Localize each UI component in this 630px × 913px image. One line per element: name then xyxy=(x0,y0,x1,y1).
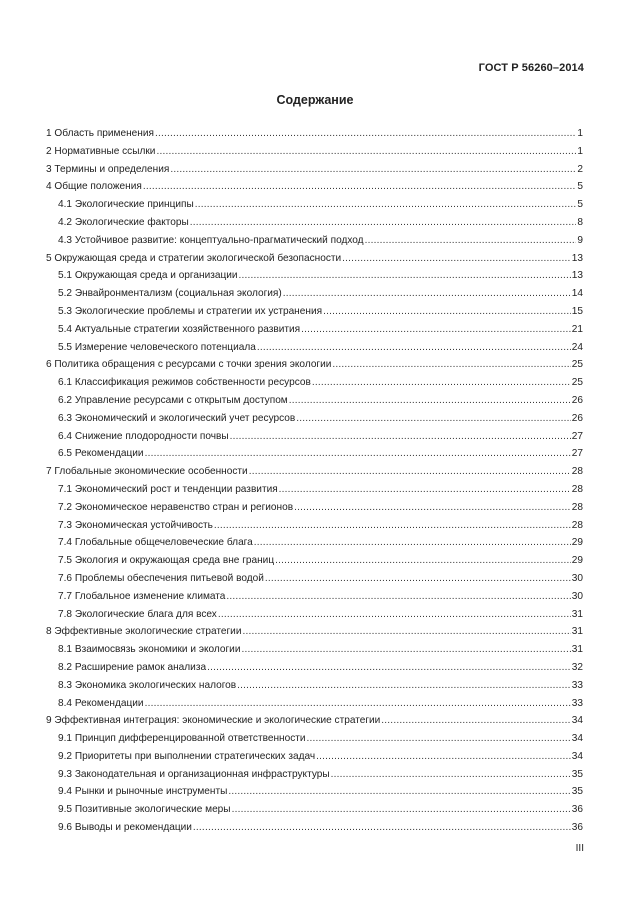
toc-entry-page: 34 xyxy=(571,715,583,727)
toc-dot-leader xyxy=(190,214,577,232)
toc-subsection-entry[interactable] xyxy=(46,232,583,250)
toc-subsection-entry[interactable] xyxy=(46,748,583,766)
toc-section-entry[interactable] xyxy=(46,623,583,641)
toc-dot-leader xyxy=(301,321,571,339)
toc-dot-leader xyxy=(207,659,571,677)
toc-entry-page: 24 xyxy=(571,341,583,353)
toc-dot-leader xyxy=(289,392,571,410)
toc-entry-page: 25 xyxy=(571,359,583,371)
toc-dot-leader xyxy=(265,570,571,588)
toc-entry-label: 6.1 Классификация режимов собственности ресурсов xyxy=(58,377,311,389)
toc-dot-leader xyxy=(193,819,571,837)
toc-entry-page: 27 xyxy=(571,448,583,460)
toc-entry-label: 6.3 Экономический и экологический учет ресурсов xyxy=(58,412,296,424)
toc-dot-leader xyxy=(323,303,571,321)
toc-entry-label: 9.5 Позитивные экологические меры xyxy=(58,804,231,816)
toc-dot-leader xyxy=(241,641,570,659)
toc-entry-page: 29 xyxy=(571,555,583,567)
toc-entry-label: 5.3 Экологические проблемы и стратегии их устранения xyxy=(58,305,323,317)
toc-dot-leader xyxy=(342,250,571,268)
toc-dot-leader xyxy=(331,766,571,784)
page-title: Содержание xyxy=(276,93,354,107)
toc-entry-page: 26 xyxy=(571,394,583,406)
toc-entry-page: 5 xyxy=(577,181,583,193)
toc-entry-page: 34 xyxy=(571,750,583,762)
toc-entry-page: 31 xyxy=(571,644,583,656)
toc-dot-leader xyxy=(145,695,571,713)
toc-entry-label: 6.5 Рекомендации xyxy=(58,448,144,460)
toc-entry-page: 26 xyxy=(571,412,583,424)
toc-dot-leader xyxy=(143,178,577,196)
toc-dot-leader xyxy=(232,801,571,819)
toc-subsection-entry[interactable] xyxy=(46,677,583,695)
toc-section-entry[interactable] xyxy=(46,463,583,481)
toc-section-entry[interactable] xyxy=(46,161,583,179)
table-of-contents xyxy=(46,125,583,837)
toc-dot-leader xyxy=(239,267,571,285)
toc-subsection-entry[interactable] xyxy=(46,730,583,748)
toc-entry-page: 28 xyxy=(571,483,583,495)
toc-subsection-entry[interactable] xyxy=(46,534,583,552)
toc-entry-page: 14 xyxy=(571,288,583,300)
toc-entry-page: 30 xyxy=(571,590,583,602)
toc-subsection-entry[interactable] xyxy=(46,267,583,285)
toc-subsection-entry[interactable] xyxy=(46,445,583,463)
toc-entry-page: 33 xyxy=(571,697,583,709)
standard-code: ГОСТ Р 56260–2014 xyxy=(478,62,584,74)
toc-dot-leader xyxy=(275,552,571,570)
toc-subsection-entry[interactable] xyxy=(46,606,583,624)
page-number: III xyxy=(575,843,584,854)
toc-entry-label: 6.2 Управление ресурсами с открытым доступом xyxy=(58,394,288,406)
toc-entry-page: 31 xyxy=(571,608,583,620)
toc-entry-page: 1 xyxy=(577,128,583,139)
toc-entry-page: 28 xyxy=(571,519,583,531)
toc-dot-leader xyxy=(316,748,571,766)
toc-section-entry[interactable] xyxy=(46,712,583,730)
toc-entry-label: 3 Термины и определения xyxy=(46,163,170,175)
toc-subsection-entry[interactable] xyxy=(46,499,583,517)
toc-entry-page: 27 xyxy=(571,430,583,442)
toc-entry-page: 5 xyxy=(577,199,583,211)
toc-dot-leader xyxy=(170,161,576,179)
toc-dot-leader xyxy=(254,534,571,552)
toc-dot-leader xyxy=(296,410,571,428)
toc-subsection-entry[interactable] xyxy=(46,392,583,410)
toc-subsection-entry[interactable] xyxy=(46,410,583,428)
toc-entry-label: 7.3 Экономическая устойчивость xyxy=(58,519,213,531)
toc-entry-label: 4.1 Экологические принципы xyxy=(58,199,194,211)
toc-entry-label: 9.4 Рынки и рыночные инструменты xyxy=(58,786,228,798)
toc-subsection-entry[interactable] xyxy=(46,339,583,357)
toc-entry-label: 7.7 Глобальное изменение климата xyxy=(58,590,226,602)
toc-entry-page: 30 xyxy=(571,572,583,584)
toc-subsection-entry[interactable] xyxy=(46,303,583,321)
toc-entry-page: 21 xyxy=(571,323,583,335)
toc-entry-label: 9.2 Приоритеты при выполнении стратегических задач xyxy=(58,750,316,762)
toc-dot-leader xyxy=(228,783,570,801)
toc-subsection-entry[interactable] xyxy=(46,285,583,303)
toc-dot-leader xyxy=(312,374,571,392)
toc-section-entry[interactable] xyxy=(46,250,583,268)
toc-entry-label: 5.5 Измерение человеческого потенциала xyxy=(58,341,256,353)
toc-entry-page: 13 xyxy=(571,270,583,282)
toc-dot-leader xyxy=(145,445,571,463)
toc-entry-page: 36 xyxy=(571,822,583,834)
toc-entry-label: 7.1 Экономический рост и тенденции развития xyxy=(58,483,278,495)
toc-entry-label: 4 Общие положения xyxy=(46,181,142,193)
toc-subsection-entry[interactable] xyxy=(46,517,583,535)
toc-entry-label: 8.2 Расширение рамок анализа xyxy=(58,661,207,673)
toc-section-entry[interactable] xyxy=(46,178,583,196)
toc-dot-leader xyxy=(195,196,577,214)
toc-entry-label: 5.2 Энвайронментализм (социальная экология) xyxy=(58,288,282,300)
toc-entry-page: 32 xyxy=(571,661,583,673)
toc-entry-label: 6 Политика обращения с ресурсами с точки зрения экологии xyxy=(46,359,332,371)
toc-entry-page: 29 xyxy=(571,537,583,549)
toc-entry-label: 9 Эффективная интеграция: экономические и экологические стратегии xyxy=(46,715,381,727)
toc-entry-page: 28 xyxy=(571,466,583,478)
toc-entry-label: 7.2 Экономическое неравенство стран и регионов xyxy=(58,501,294,513)
toc-entry-page: 15 xyxy=(571,305,583,317)
toc-dot-leader xyxy=(381,712,570,730)
toc-dot-leader xyxy=(279,481,571,499)
toc-subsection-entry[interactable] xyxy=(46,321,583,339)
toc-entry-label: 1 Область применения xyxy=(46,128,154,139)
toc-entry-label: 9.6 Выводы и рекомендации xyxy=(58,822,192,834)
toc-subsection-entry[interactable] xyxy=(46,588,583,606)
toc-entry-page: 13 xyxy=(571,252,583,264)
toc-dot-leader xyxy=(218,606,571,624)
toc-section-entry[interactable] xyxy=(46,143,583,161)
toc-dot-leader xyxy=(307,730,571,748)
toc-subsection-entry[interactable] xyxy=(46,659,583,677)
toc-entry-label: 7.5 Экология и окружающая среда вне границ xyxy=(58,555,275,567)
toc-entry-label: 8.4 Рекомендации xyxy=(58,697,144,709)
toc-entry-label: 8.1 Взаимосвязь экономики и экологии xyxy=(58,644,241,656)
toc-entry-page: 31 xyxy=(571,626,583,638)
toc-entry-label: 5.1 Окружающая среда и организации xyxy=(58,270,238,282)
toc-entry-label: 6.4 Снижение плодородности почвы xyxy=(58,430,229,442)
toc-entry-label: 7 Глобальные экономические особенности xyxy=(46,466,248,478)
toc-dot-leader xyxy=(156,143,576,161)
toc-entry-page: 9 xyxy=(577,234,583,246)
toc-subsection-entry[interactable] xyxy=(46,695,583,713)
toc-entry-page: 36 xyxy=(571,804,583,816)
toc-entry-page: 1 xyxy=(577,145,583,157)
toc-entry-label: 4.3 Устойчивое развитие: концептуально-прагматический подход xyxy=(58,234,364,246)
toc-entry-label: 4.2 Экологические факторы xyxy=(58,216,189,228)
toc-entry-label: 8.3 Экономика экологических налогов xyxy=(58,679,237,691)
toc-entry-page: 34 xyxy=(571,733,583,745)
toc-dot-leader xyxy=(294,499,571,517)
toc-dot-leader xyxy=(237,677,571,695)
toc-subsection-entry[interactable] xyxy=(46,481,583,499)
toc-entry-label: 7.4 Глобальные общечеловеческие блага xyxy=(58,537,253,549)
toc-subsection-entry[interactable] xyxy=(46,783,583,801)
toc-section-entry[interactable] xyxy=(46,356,583,374)
toc-entry-label: 5.4 Актуальные стратегии хозяйственного развития xyxy=(58,323,301,335)
toc-entry-label: 9.1 Принцип дифференцированной ответственности xyxy=(58,733,306,745)
toc-dot-leader xyxy=(365,232,577,250)
toc-dot-leader xyxy=(155,125,576,143)
toc-dot-leader xyxy=(332,356,570,374)
toc-entry-page: 28 xyxy=(571,501,583,513)
toc-subsection-entry[interactable] xyxy=(46,641,583,659)
toc-subsection-entry[interactable] xyxy=(46,552,583,570)
toc-entry-label: 8 Эффективные экологические стратегии xyxy=(46,626,242,638)
toc-subsection-entry[interactable] xyxy=(46,428,583,446)
toc-dot-leader xyxy=(249,463,571,481)
toc-entry-page: 25 xyxy=(571,377,583,389)
toc-entry-page: 35 xyxy=(571,768,583,780)
toc-entry-label: 2 Нормативные ссылки xyxy=(46,145,156,157)
toc-subsection-entry[interactable] xyxy=(46,819,583,837)
toc-dot-leader xyxy=(283,285,571,303)
toc-dot-leader xyxy=(226,588,570,606)
toc-entry-label: 7.8 Экологические блага для всех xyxy=(58,608,217,620)
toc-subsection-entry[interactable] xyxy=(46,766,583,784)
toc-subsection-entry[interactable] xyxy=(46,570,583,588)
toc-section-entry[interactable] xyxy=(46,125,583,143)
toc-entry-page: 2 xyxy=(577,163,583,175)
toc-entry-label: 7.6 Проблемы обеспечения питьевой водой xyxy=(58,572,264,584)
toc-subsection-entry[interactable] xyxy=(46,214,583,232)
toc-dot-leader xyxy=(257,339,571,357)
toc-entry-page: 33 xyxy=(571,679,583,691)
toc-subsection-entry[interactable] xyxy=(46,196,583,214)
toc-entry-page: 8 xyxy=(577,216,583,228)
toc-entry-label: 5 Окружающая среда и стратегии экологической безопасности xyxy=(46,252,342,264)
toc-entry-label: 9.3 Законодательная и организационная инфраструктуры xyxy=(58,768,330,780)
toc-entry-page: 35 xyxy=(571,786,583,798)
toc-dot-leader xyxy=(242,623,570,641)
toc-subsection-entry[interactable] xyxy=(46,374,583,392)
toc-dot-leader xyxy=(214,517,571,535)
toc-dot-leader xyxy=(230,428,571,446)
toc-subsection-entry[interactable] xyxy=(46,801,583,819)
